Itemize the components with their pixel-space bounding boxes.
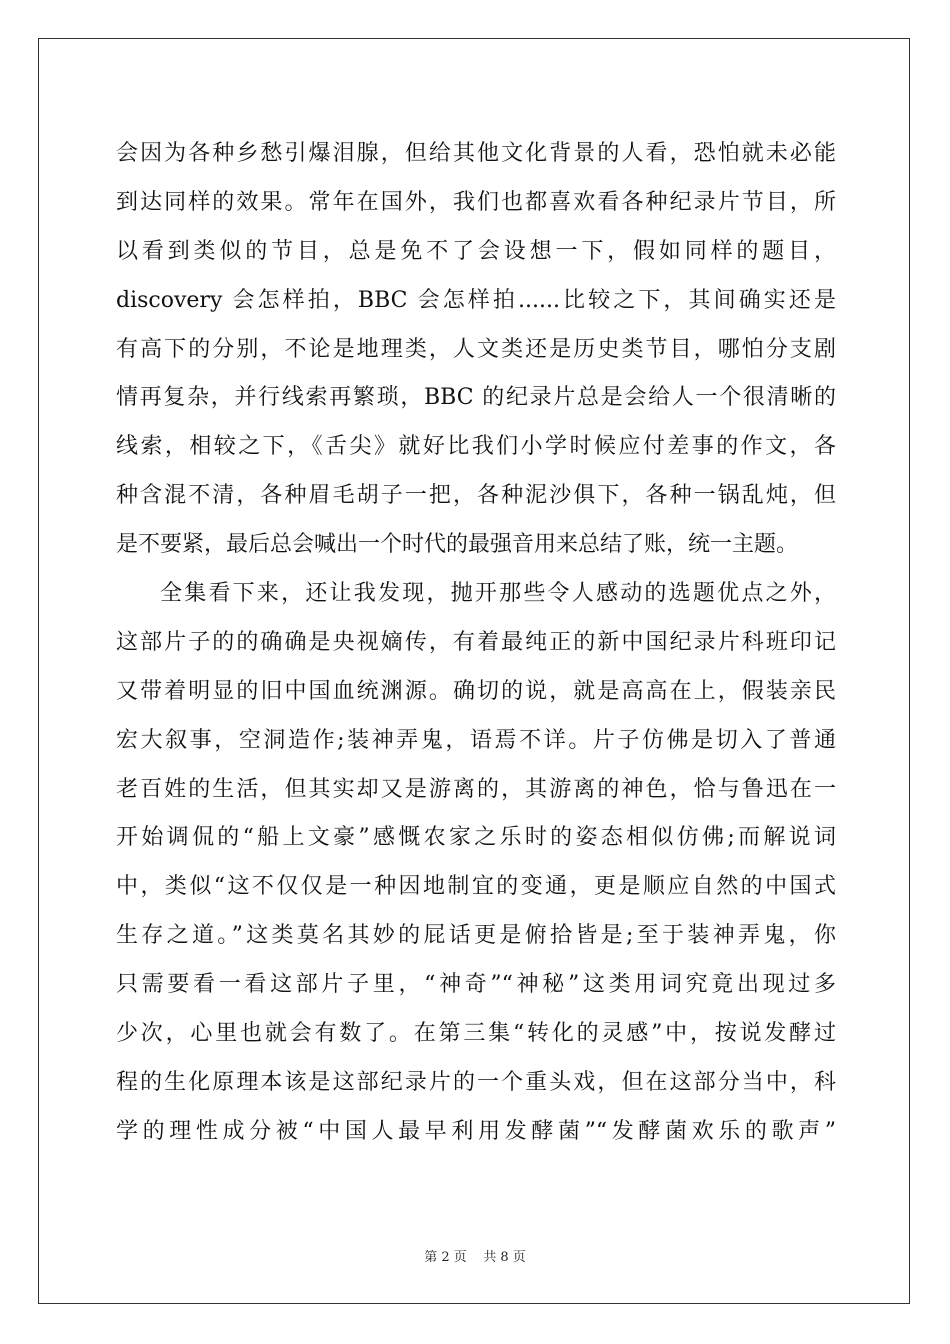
text-line: discovery 会怎样拍，BBC 会怎样拍......比较之下，其间确实还是 xyxy=(116,287,836,313)
text-line: 宏大叙事，空洞造作;装神弄鬼，语焉不详。片子仿佛是切入了普通 xyxy=(116,727,836,753)
text-line: 线索，相较之下，《舌尖》就好比我们小学时候应付差事的作文，各 xyxy=(116,434,836,460)
page-number: 第 2 页 xyxy=(424,1250,467,1265)
text-line: 全集看下来，还让我发现，抛开那些令人感动的选题优点之外， xyxy=(160,581,836,607)
page-footer xyxy=(0,1246,950,1265)
text-line: 会因为各种乡愁引爆泪腺，但给其他文化背景的人看，恐怕就未必能 xyxy=(116,141,836,166)
document-body xyxy=(116,130,836,1157)
text-line: 少次，心里也就会有数了。在第三集“转化的灵感”中，按说发酵过 xyxy=(116,1021,836,1047)
text-line: 到达同样的效果。常年在国外，我们也都喜欢看各种纪录片节目，所 xyxy=(116,189,836,215)
text-line: 以看到类似的节目，总是免不了会设想一下，假如同样的题目， xyxy=(116,238,836,264)
text-line: 又带着明显的旧中国血统渊源。确切的说，就是高高在上，假装亲民 xyxy=(116,678,836,704)
text-line: 只需要看一看这部片子里，“神奇”“神秘”这类用词究竟出现过多 xyxy=(116,972,836,998)
text-line: 程的生化原理本该是这部纪录片的一个重头戏，但在这部分当中，科 xyxy=(116,1069,836,1095)
text-line: 是不要紧，最后总会喊出一个时代的最强音用来总结了账，统一主题。 xyxy=(116,532,799,558)
text-line: 学的理性成分被“中国人最早利用发酵菌”“发酵菌欢乐的歌声” xyxy=(116,1118,836,1144)
text-line: 开始调侃的“船上文豪”感慨农家之乐时的姿态相似仿佛;而解说词 xyxy=(116,825,836,851)
text-line: 种含混不清，各种眉毛胡子一把，各种泥沙俱下，各种一锅乱炖，但 xyxy=(116,483,836,509)
text-line: 中，类似“这不仅仅是一种因地制宜的变通，更是顺应自然的中国式 xyxy=(116,874,836,900)
footer-gap xyxy=(467,1250,484,1265)
text-line: 生存之道。”这类莫名其妙的屁话更是俯拾皆是;至于装神弄鬼，你 xyxy=(116,923,836,949)
total-pages: 共 8 页 xyxy=(483,1250,526,1265)
text-line: 情再复杂，并行线索再繁琐，BBC 的纪录片总是会给人一个很清晰的 xyxy=(116,385,836,411)
text-line: 有高下的分别，不论是地理类，人文类还是历史类节目，哪怕分支剧 xyxy=(116,336,836,362)
text-line: 这部片子的的确确是央视嫡传，有着最纯正的新中国纪录片科班印记 xyxy=(116,629,836,655)
text-line: 老百姓的生活，但其实却又是游离的，其游离的神色，恰与鲁迅在一 xyxy=(116,776,836,802)
